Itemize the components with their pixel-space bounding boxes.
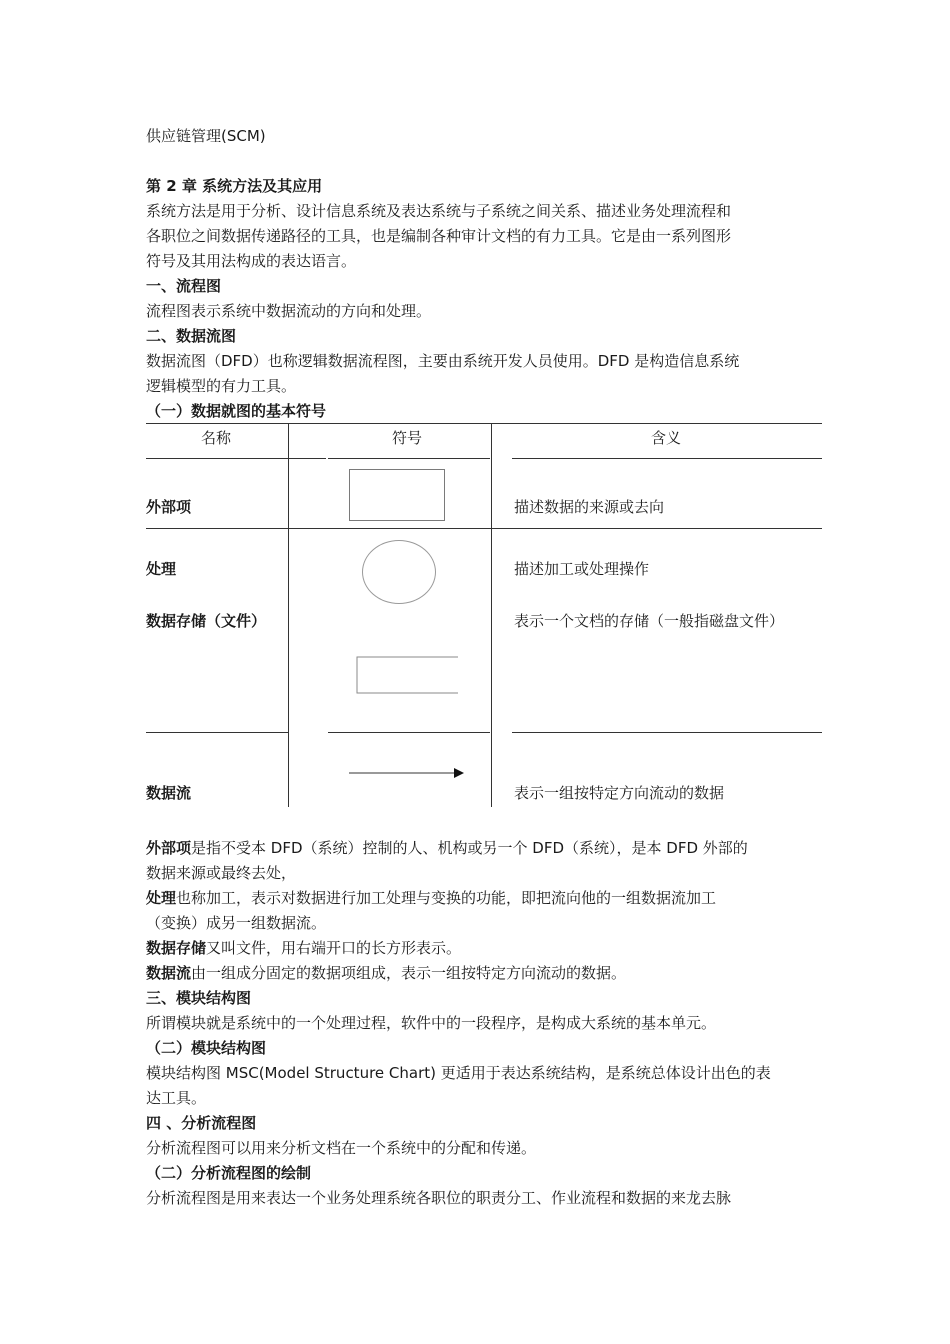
- row-store-meaning: 表示一个文档的存储（一般指磁盘文件）: [514, 612, 785, 630]
- row-process-meaning: 描述加工或处理操作: [514, 560, 650, 578]
- def-external-cont: 数据来源或最终去处，: [146, 864, 297, 882]
- table-col-rule-1: [288, 423, 289, 807]
- def-external: [146, 836, 748, 861]
- arrow-symbol: [348, 766, 468, 780]
- table-row-rule-2a: [146, 732, 288, 733]
- def-process-text: 也称加工，表示对数据进行加工处理与变换的功能，即把流向他的一组数据流加工: [176, 889, 717, 907]
- intro-line-2: 各职位之间数据传递路径的工具，也是编制各种审计文档的有力工具。它是由一系列图形: [146, 227, 732, 245]
- section-4-title: 四 、分析流程图: [146, 1114, 257, 1132]
- def-store-text: 又叫文件，用右端开口的长方形表示。: [206, 939, 462, 957]
- table-header-rule-3: [512, 458, 822, 459]
- section-3-subtitle: （二）模块结构图: [146, 1039, 267, 1057]
- row-flow-meaning: 表示一组按特定方向流动的数据: [514, 784, 725, 802]
- section-3-title: 三、模块结构图: [146, 989, 252, 1007]
- section-2-text-1: 数据流图（DFD）也称逻辑数据流程图，主要由系统开发人员使用。DFD 是构造信息系统: [146, 352, 740, 370]
- def-store-term: 数据存储: [146, 939, 207, 957]
- def-process: [146, 886, 716, 911]
- def-flow-text: 由一组成分固定的数据项组成，表示一组按特定方向流动的数据。: [191, 964, 627, 982]
- def-flow: [146, 961, 626, 986]
- section-2-text-2: 逻辑模型的有力工具。: [146, 377, 297, 395]
- section-1-text: 流程图表示系统中数据流动的方向和处理。: [146, 302, 432, 320]
- chapter-title: 第 2 章 系统方法及其应用: [146, 177, 323, 195]
- section-3-sub-text-2: 达工具。: [146, 1089, 207, 1107]
- open-rectangle-symbol: [356, 656, 460, 696]
- table-header-rule-1: [146, 458, 326, 459]
- section-2-subtitle: （一）数据就图的基本符号: [146, 402, 327, 420]
- table-row-rule-2c: [512, 732, 822, 733]
- section-3-text: 所谓模块就是系统中的一个处理过程，软件中的一段程序，是构成大系统的基本单元。: [146, 1014, 717, 1032]
- row-store-name: 数据存储（文件）: [146, 612, 267, 630]
- header-name: 名称: [201, 429, 232, 447]
- def-store: [146, 936, 461, 961]
- section-4-sub-text: 分析流程图是用来表达一个业务处理系统各职位的职责分工、作业流程和数据的来龙去脉: [146, 1189, 732, 1207]
- section-3-sub-text-1: 模块结构图 MSC(Model Structure Chart) 更适用于表达系统结构，是系统总体设计出色的表: [146, 1064, 771, 1082]
- table-col-rule-2: [491, 423, 492, 807]
- section-2-title: 二、数据流图: [146, 327, 237, 345]
- def-process-cont: （变换）成另一组数据流。: [146, 914, 327, 932]
- def-external-text: 是指不受本 DFD（系统）控制的人、机构或另一个 DFD（系统），是本 DFD 外部的: [191, 839, 748, 857]
- row-external-name: 外部项: [146, 498, 192, 516]
- table-row-rule-2b: [328, 732, 490, 733]
- table-row-rule-1: [146, 528, 822, 529]
- row-external-meaning: 描述数据的来源或去向: [514, 498, 665, 516]
- def-process-term: 处理: [146, 889, 177, 907]
- row-process-name: 处理: [146, 560, 177, 578]
- circle-symbol: [362, 540, 436, 604]
- rectangle-symbol: [349, 469, 445, 521]
- intro-line-3: 符号及其用法构成的表达语言。: [146, 252, 357, 270]
- intro-line-1: 系统方法是用于分析、设计信息系统及表达系统与子系统之间关系、描述业务处理流程和: [146, 202, 732, 220]
- section-4-text: 分析流程图可以用来分析文档在一个系统中的分配和传递。: [146, 1139, 537, 1157]
- row-flow-name: 数据流: [146, 784, 192, 802]
- def-flow-term: 数据流: [146, 964, 192, 982]
- section-1-title: 一、流程图: [146, 277, 222, 295]
- header-symbol: 符号: [392, 429, 423, 447]
- scm-line: 供应链管理(SCM): [146, 127, 266, 145]
- header-meaning: 含义: [651, 429, 682, 447]
- table-header-rule-2: [328, 458, 490, 459]
- table-top-rule: [146, 423, 822, 424]
- section-4-subtitle: （二）分析流程图的绘制: [146, 1164, 312, 1182]
- def-external-term: 外部项: [146, 839, 192, 857]
